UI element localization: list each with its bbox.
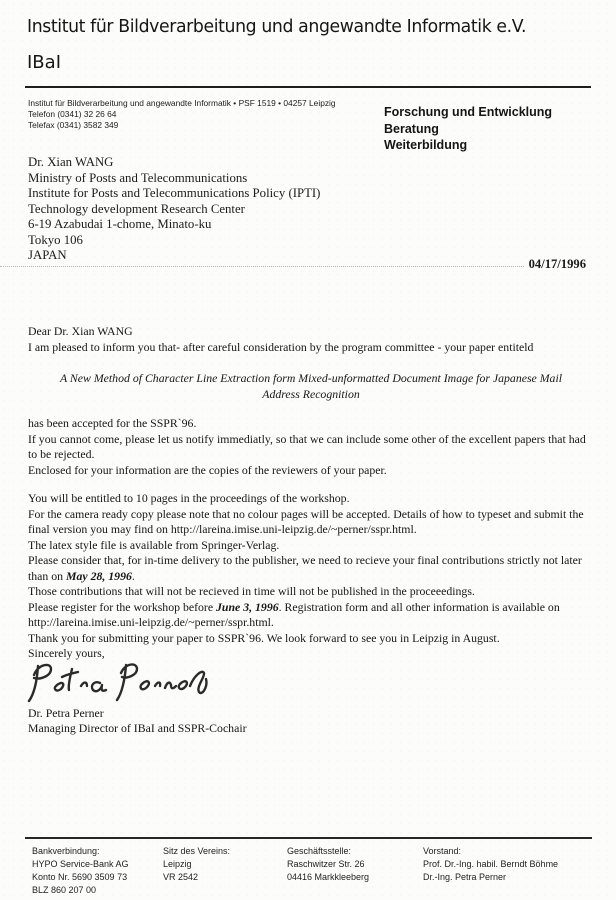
footer-line: Konto Nr. 5690 3509 73 bbox=[32, 872, 128, 882]
letter-date: 04/17/1996 bbox=[528, 257, 586, 271]
footer-heading: Vorstand: bbox=[423, 846, 462, 856]
recipient-line: JAPAN bbox=[28, 248, 67, 262]
intro-paragraph: I am pleased to inform you that- after careful consideration by the program committee - your paper entiteld bbox=[28, 339, 534, 354]
recipient-line: Dr. Xian WANG bbox=[28, 155, 114, 169]
recipient-line: Tokyo 106 bbox=[28, 232, 83, 247]
service-item: Weiterbildung bbox=[384, 138, 468, 152]
camera-ready-line: For the camera ready copy please note that no colour pages will be accepted. Details of how to typeset and submit the final version you may find on http://lareina.imise.uni-leipzig.de/~perner/sspr.html. bbox=[28, 506, 584, 536]
footer-line: Raschwitzer Str. 26 bbox=[287, 859, 365, 869]
deadline-paragraph bbox=[28, 553, 594, 584]
services-block bbox=[384, 104, 552, 154]
recipient-line: 6-19 Azabudai 1-chome, Minato-ku bbox=[28, 217, 212, 231]
service-item: Beratung bbox=[384, 121, 439, 136]
acceptance-paragraph bbox=[28, 416, 594, 463]
recipient-address-block bbox=[28, 155, 320, 264]
register-paragraph bbox=[28, 600, 594, 631]
fold-line bbox=[0, 266, 524, 267]
recipient-line: Institute for Posts and Telecommunications Policy (IPTI) bbox=[28, 186, 321, 200]
register-text: Please register for the workshop before bbox=[28, 599, 217, 614]
footer-line: VR 2542 bbox=[163, 872, 199, 882]
register-date: June 3, 1996 bbox=[216, 599, 279, 614]
acceptance-line: has been accepted for the SSPR`96. bbox=[28, 416, 197, 430]
paper-title-line: A New Method of Character Line Extraction form Mixed-unformatted Document Image for Japanese Mail bbox=[59, 371, 563, 385]
thanks-paragraph: Thank you for submitting your paper to SSPR`96. We look forward to see you in Leipzig in August. bbox=[28, 630, 500, 645]
recipient-line: Technology development Research Center bbox=[28, 201, 245, 216]
deadline-text-after: . bbox=[131, 568, 135, 583]
footer-line: HYPO Service-Bank AG bbox=[32, 859, 129, 869]
sender-fax: Telefax (0341) 3582 349 bbox=[28, 120, 119, 130]
closing-line: Sincerely yours, bbox=[28, 646, 105, 660]
footer-heading: Bankverbindung: bbox=[32, 846, 100, 856]
sender-contact-block bbox=[28, 98, 336, 131]
recipient-line: Ministry of Posts and Telecommunications bbox=[28, 170, 248, 185]
signer-name: Dr. Petra Perner bbox=[28, 705, 104, 720]
footer-heading: Geschäftsstelle: bbox=[287, 846, 352, 856]
deadline-text: Please consider that, for in-time delivery to the publisher, we need to recieve your final contributions strictly not later than on bbox=[28, 553, 582, 583]
letter-body bbox=[28, 324, 594, 737]
service-item: Forschung und Entwicklung bbox=[384, 105, 553, 119]
pages-entitled-line: You will be entitled to 10 pages in the proceedings of the workshop. bbox=[28, 491, 350, 505]
footer-line: BLZ 860 207 00 bbox=[32, 885, 97, 895]
enclosed-paragraph: Enclosed for your information are the copies of the reviewers of your paper. bbox=[28, 462, 387, 477]
register-text-after: . Registration form and all other information is available on http://lareina.imise.uni-leipzig.de/~perner/sspr.html. bbox=[28, 599, 560, 629]
paper-title-line: Address Recognition bbox=[262, 386, 360, 401]
sender-address-line: Institut für Bildverarbeitung und angewandte Informatik • PSF 1519 • 04257 Leipzig bbox=[28, 98, 336, 108]
latex-style-line: The latex style file is available from Springer-Verlag. bbox=[28, 537, 280, 552]
cannot-come-line: If you cannot come, please let us notify immediatly, so that we can include some other of the excellent papers that had to be rejected. bbox=[28, 431, 586, 461]
footer-seat-column bbox=[163, 845, 230, 884]
paper-title bbox=[28, 371, 594, 402]
header-rule bbox=[25, 86, 591, 88]
pages-paragraph bbox=[28, 491, 594, 553]
handwritten-signature bbox=[25, 660, 215, 706]
footer-heading: Sitz des Vereins: bbox=[163, 846, 231, 856]
footer-rule bbox=[25, 837, 592, 839]
deadline-date: May 28, 1996 bbox=[66, 568, 132, 583]
org-abbreviation: IBaI bbox=[27, 52, 61, 73]
footer-line: Prof. Dr.-Ing. habil. Berndt Böhme bbox=[423, 859, 559, 869]
signer-title: Managing Director of IBaI and SSPR-Cochair bbox=[28, 721, 247, 735]
footer-bank-column bbox=[32, 845, 129, 897]
org-name: Institut für Bildverarbeitung und angewandte Informatik e.V. bbox=[27, 16, 527, 37]
footer-board-column bbox=[423, 845, 558, 884]
sender-phone: Telefon (0341) 32 26 64 bbox=[28, 109, 117, 119]
late-contributions-paragraph: Those contributions that will not be recieved in time will not be published in the proceeedings. bbox=[28, 584, 475, 598]
salutation: Dear Dr. Xian WANG bbox=[28, 324, 133, 338]
footer-line: Leipzig bbox=[163, 859, 192, 869]
footer-line: 04416 Markkleeberg bbox=[287, 872, 370, 882]
footer-office-column bbox=[287, 845, 369, 884]
footer-line: Dr.-Ing. Petra Perner bbox=[423, 872, 507, 882]
